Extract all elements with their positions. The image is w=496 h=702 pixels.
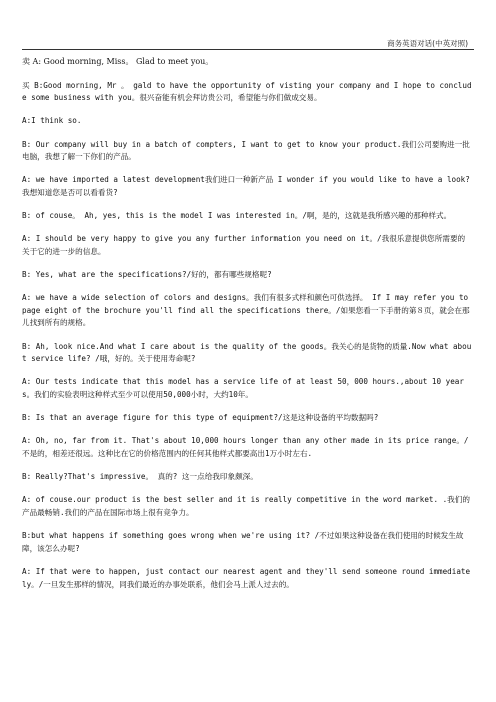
- dialogue-body: [22, 56, 472, 602]
- dialogue-line: 卖 A: Good morning, Miss。 Glad to meet you。: [22, 57, 214, 66]
- dialogue-line: A:I think so.: [22, 116, 82, 126]
- dialogue-line: A: I should be very happy to give you any further information you need on it。/我很乐意提供您所需要的关于它的进一步的信息。: [22, 234, 466, 256]
- dialogue-line: A: we have imported a latest development我们进口一种新产品 I wonder if you would like to have a look? 我想知道您是否可以看看货?: [22, 175, 470, 197]
- dialogue-line: A: we have a wide selection of colors and designs。我们有很多式样和颜色可供选择。 If I may refer you to page eight of the brochure you'll find all the specifications there。/如果您看一下手册的第８页，就会在那儿找到所有的规格。: [22, 293, 470, 328]
- dialogue-line: B:but what happens if something goes wrong when we're using it? /不过如果这种设备在我们使用的时候发生故障，该怎么办呢?: [22, 531, 464, 553]
- header-rule: [22, 49, 474, 50]
- dialogue-line: 买 B:Good morning, Mr 。 gald to have the opportunity of visting your company and I hope to conclude some business with you。很兴奋能有机会拜访贵公司，希望能与你们做成交易。: [22, 80, 472, 103]
- running-header: 商务英语对话(中英对照): [387, 39, 468, 48]
- dialogue-line: B: Really?That's impressive。 真的? 这一点给我印象颇深。: [22, 472, 258, 482]
- dialogue-line: B: of couse。 Ah, yes, this is the model I was interested in。/啊，是的，这就是我所感兴趣的那种样式。: [22, 211, 452, 221]
- dialogue-line: B: Is that an average figure for this type of equipment?/这是这种设备的平均数据吗?: [22, 413, 379, 423]
- dialogue-line: B: Ah, look nice.And what I care about is the quality of the goods。我关心的是货物的质量.Now what about service life? /哦，好的。关于使用寿命呢?: [22, 341, 472, 364]
- dialogue-line: A: Oh, no, far from it. That's about 10,000 hours longer than any other made in its price range。/不是的，相差还很远。这种比在它的价格范围内的任何其他样式都要高出1万小时左右.: [22, 436, 469, 458]
- dialogue-line: B: Our company will buy in a batch of compters, I want to get to know your product.我们公司要购进一批电脑，我想了解一下你们的产品。: [22, 139, 470, 162]
- dialogue-line: B: Yes, what are the specifications?/好的，都有哪些规格呢?: [22, 270, 272, 280]
- dialogue-line: A: of couse.our product is the best seller and it is really competitive in the word market. .我们的产品最畅销.我们的产品在国际市场上很有竞争力。: [22, 495, 470, 517]
- dialogue-line: A: If that were to happen, just contact our nearest agent and they'll send someone round immediately。/一旦发生那样的情况，同我们最近的办事处联系，他们会马上派人过去的。: [22, 566, 471, 589]
- dialogue-line: A: Our tests indicate that this model has a service life of at least 50，000 hours.,about 10 years。我们的实验表明这种样式至少可以使用50,000小时，大约10年。: [22, 377, 464, 400]
